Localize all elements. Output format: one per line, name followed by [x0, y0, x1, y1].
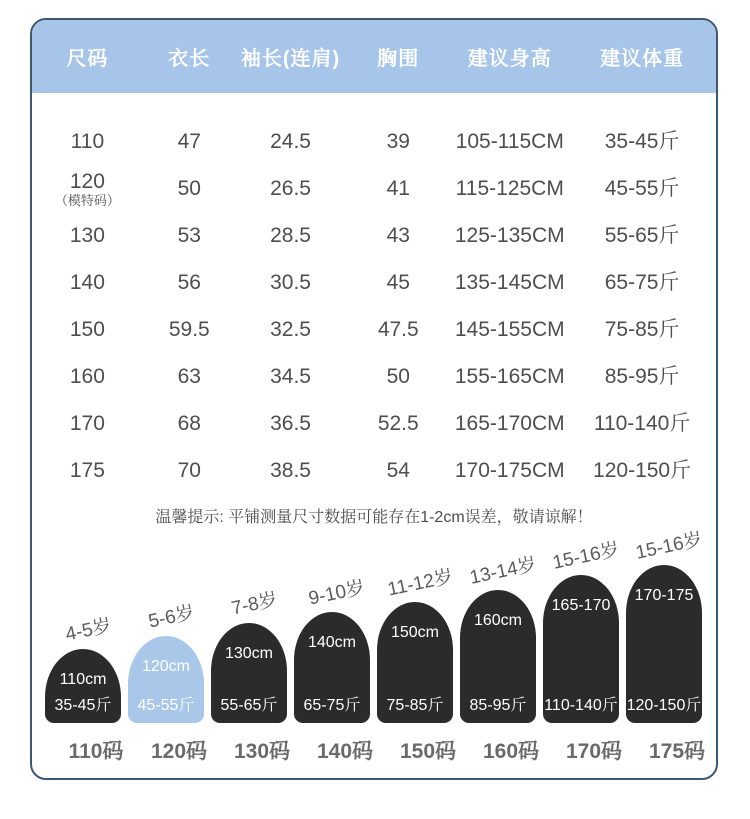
- length-cell: 56: [177, 271, 201, 295]
- weight-cell: 65-75斤: [604, 271, 680, 295]
- height-cell: 105-115CM: [455, 130, 564, 154]
- table-row: [32, 260, 716, 307]
- size-cell: 120 （模特码）: [32, 171, 143, 208]
- sleeve-cell: 36.5: [270, 412, 311, 436]
- bar-height-label: 110cm: [59, 671, 107, 688]
- table-row: [32, 213, 716, 260]
- bar-column-150: [377, 566, 455, 723]
- table-row: [32, 354, 716, 401]
- size-cell: 140: [69, 271, 105, 295]
- header-suggested-weight: 建议体重: [600, 48, 685, 70]
- table-row: [32, 401, 716, 448]
- bar-weight-label: 75-85斤: [386, 697, 444, 714]
- bar-column-175: [626, 529, 705, 723]
- table-body: [32, 119, 716, 495]
- length-cell: 63: [177, 365, 201, 389]
- length-cell: 47: [177, 130, 201, 154]
- bar-weight-label: 65-75斤: [303, 697, 361, 714]
- chest-cell: 47.5: [377, 318, 419, 342]
- sleeve-cell: 32.5: [270, 318, 311, 342]
- table-row: [32, 166, 716, 213]
- height-cell: 115-125CM: [455, 177, 564, 201]
- bar-height-label: 160cm: [473, 612, 523, 629]
- size-cell: 150: [69, 318, 105, 342]
- size-cell: 110: [70, 130, 105, 154]
- bar-column-110: [45, 616, 121, 723]
- size-code-label: 140码: [316, 740, 374, 763]
- sleeve-cell: 38.5: [270, 459, 311, 483]
- size-bar: [294, 612, 370, 723]
- age-label: 13-14岁: [468, 554, 539, 589]
- bar-height-label: 130cm: [224, 645, 274, 662]
- height-cell: 145-155CM: [454, 318, 565, 342]
- length-cell: 53: [177, 224, 201, 248]
- size-cell: 130: [69, 224, 105, 248]
- age-label: 15-16岁: [634, 529, 705, 564]
- size-bar: [377, 602, 453, 723]
- sleeve-cell: 28.5: [270, 224, 311, 248]
- size-bar: [543, 575, 619, 723]
- age-label: 5-6岁: [146, 602, 197, 633]
- sleeve-cell: 24.5: [270, 130, 311, 154]
- chest-cell: 50: [386, 365, 410, 389]
- bars-row: [45, 531, 716, 723]
- size-cell: 175: [69, 459, 105, 483]
- size-bar: [626, 565, 702, 723]
- weight-cell: 45-55斤: [604, 177, 680, 201]
- bar-weight-label: 85-95斤: [469, 697, 527, 714]
- header-garment-length: 衣长: [168, 48, 211, 70]
- header-size: 尺码: [66, 48, 109, 70]
- size-code-label: 110码: [68, 740, 124, 763]
- size-bar-highlighted: [128, 636, 204, 723]
- chest-cell: 54: [386, 459, 410, 483]
- length-cell: 68: [177, 412, 201, 436]
- length-cell: 50: [177, 177, 201, 201]
- weight-cell: 35-45斤: [604, 130, 680, 154]
- chest-cell: 39: [386, 130, 410, 154]
- bar-column-120: [128, 603, 204, 723]
- bar-height-label: 165-170: [551, 597, 611, 614]
- bar-weight-label: 55-65斤: [220, 697, 278, 714]
- age-label: 11-12岁: [385, 566, 455, 601]
- weight-cell: 110-140斤: [593, 412, 691, 436]
- age-label: 4-5岁: [63, 615, 114, 646]
- size-bar: [460, 590, 536, 723]
- size-pictogram-chart: [32, 531, 716, 765]
- table-row: [32, 307, 716, 354]
- size-cell: 170: [69, 412, 105, 436]
- size-cell: 160: [69, 365, 105, 389]
- bar-height-label: 150cm: [390, 624, 440, 641]
- sleeve-cell: 26.5: [270, 177, 311, 201]
- length-cell: 70: [177, 459, 201, 483]
- height-cell: 125-135CM: [454, 224, 565, 248]
- size-code-label: 175码: [648, 740, 706, 763]
- weight-cell: 75-85斤: [604, 318, 680, 342]
- size-note: （模特码）: [54, 193, 120, 209]
- bar-column-130: [211, 590, 287, 723]
- height-cell: 165-170CM: [454, 412, 565, 436]
- weight-cell: 120-150斤: [593, 459, 692, 483]
- chest-cell: 45: [386, 271, 410, 295]
- sleeve-cell: 34.5: [270, 365, 311, 389]
- bar-column-170: [543, 539, 622, 723]
- size-bar: [45, 649, 121, 723]
- size-chart-panel: [30, 18, 718, 780]
- height-cell: 135-145CM: [454, 271, 565, 295]
- table-row: [32, 448, 716, 495]
- weight-cell: 55-65斤: [604, 224, 680, 248]
- bar-height-label: 120cm: [141, 658, 191, 675]
- height-cell: 155-165CM: [454, 365, 565, 389]
- bar-weight-label: 120-150斤: [626, 697, 702, 714]
- size-code-label: 160码: [482, 740, 540, 763]
- sleeve-cell: 30.5: [270, 271, 311, 295]
- size-code-label: 120码: [150, 740, 208, 763]
- size-code-label: 150码: [399, 740, 457, 763]
- size-code-labels-row: [45, 735, 716, 765]
- table-row: [32, 119, 716, 166]
- age-label: 7-8岁: [229, 589, 280, 620]
- age-label: 9-10岁: [307, 577, 368, 610]
- bar-column-160: [460, 554, 539, 723]
- chest-cell: 43: [386, 224, 410, 248]
- size-bar: [211, 623, 287, 723]
- header-suggested-height: 建议身高: [467, 48, 552, 70]
- header-sleeve-length: 袖长(连肩): [240, 48, 341, 70]
- chest-cell: 41: [386, 177, 410, 201]
- age-label: 15-16岁: [551, 539, 622, 574]
- size-code-label: 130码: [233, 740, 291, 763]
- height-cell: 170-175CM: [454, 459, 565, 483]
- length-cell: 59.5: [168, 318, 210, 342]
- bar-weight-label: 35-45斤: [54, 697, 112, 714]
- bar-weight-label: 45-55斤: [137, 697, 195, 714]
- bar-column-140: [294, 579, 370, 723]
- weight-cell: 85-95斤: [604, 365, 680, 389]
- measurement-disclaimer: 温馨提示: 平铺测量尺寸数据可能存在1-2cm误差，敬请谅解！: [155, 509, 593, 526]
- size-code-label: 170码: [565, 740, 623, 763]
- chest-cell: 52.5: [377, 412, 419, 436]
- bar-height-label: 170-175: [634, 587, 694, 604]
- bar-weight-label: 110-140斤: [544, 697, 618, 714]
- bar-height-label: 140cm: [307, 634, 357, 651]
- table-header-row: [32, 20, 716, 93]
- header-chest: 胸围: [377, 48, 420, 70]
